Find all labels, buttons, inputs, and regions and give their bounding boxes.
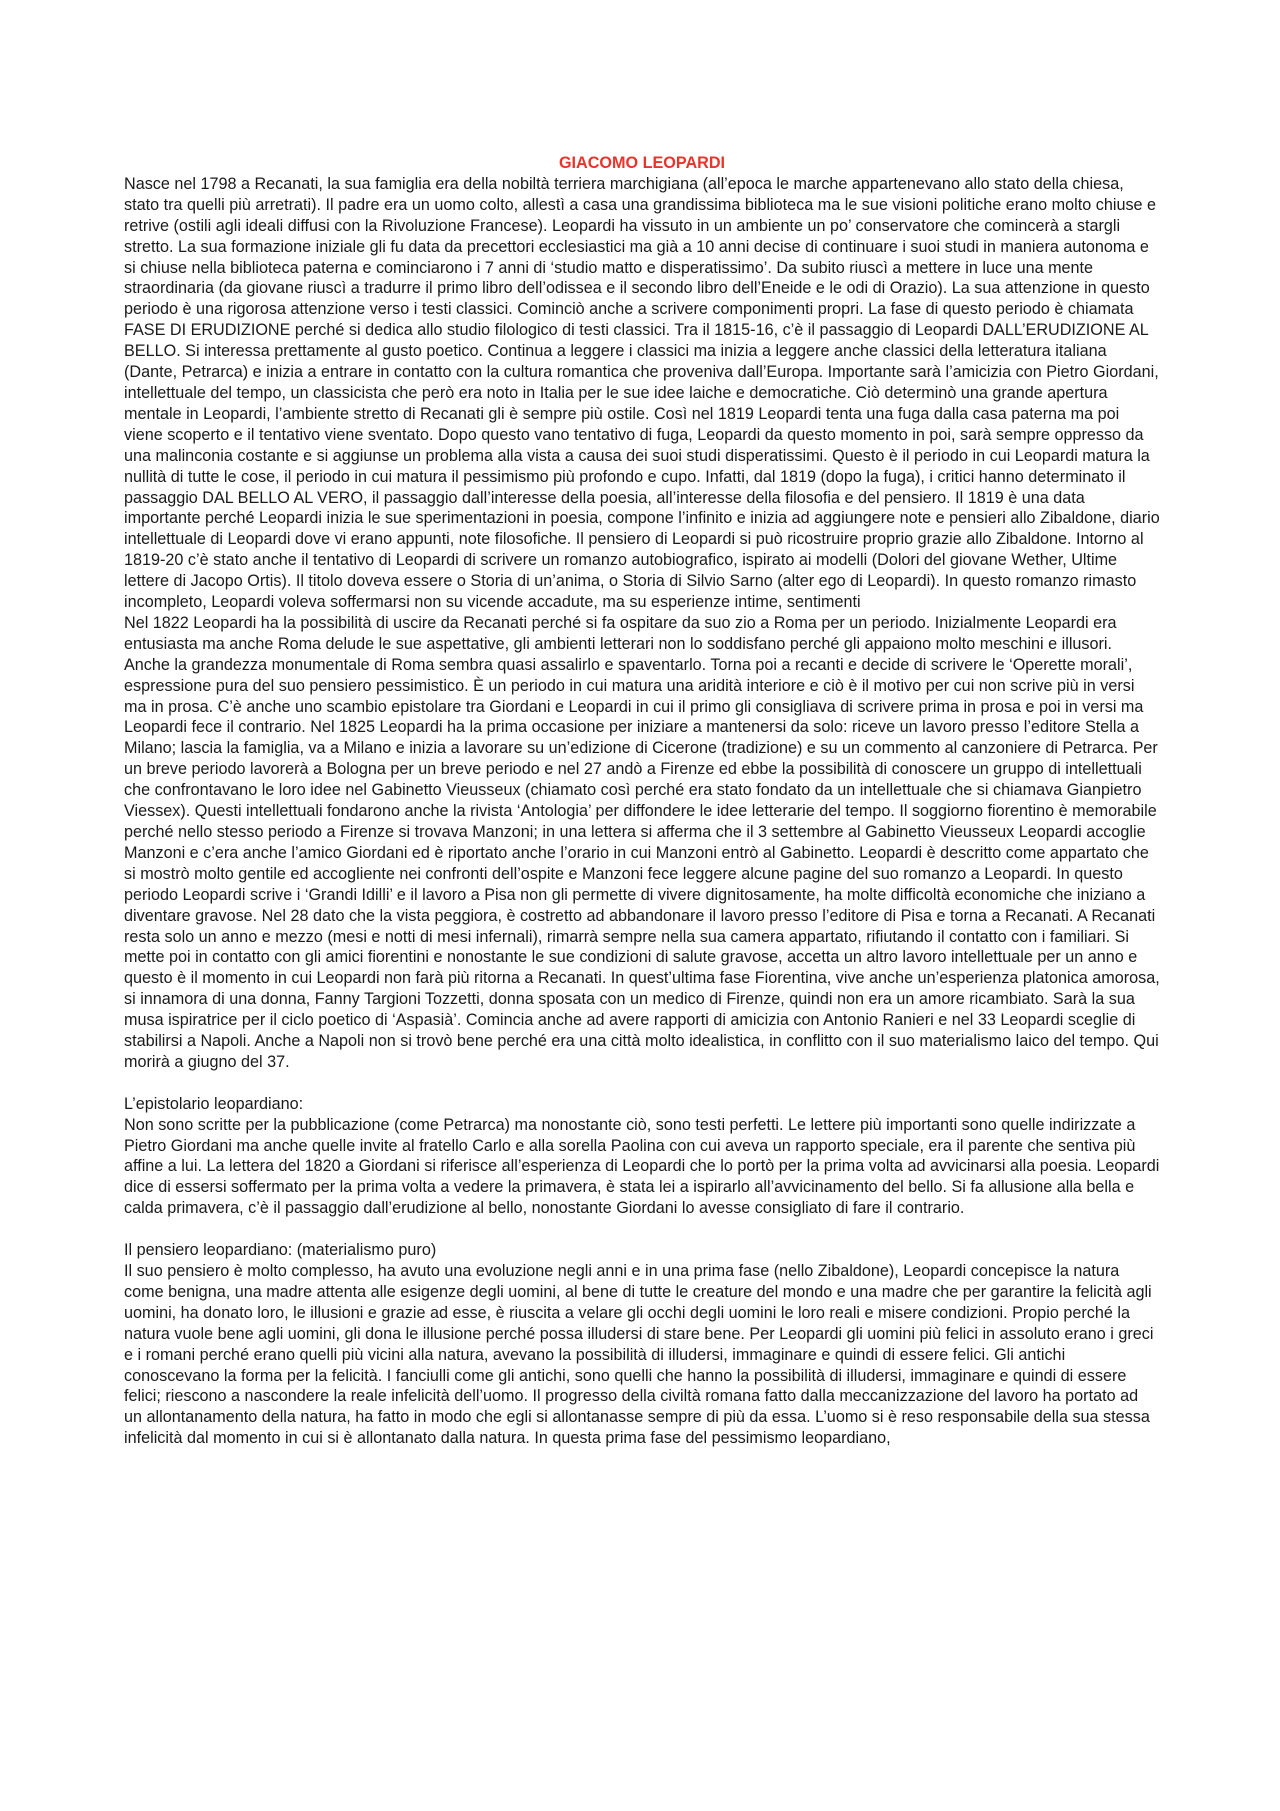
paragraph-biography-2: Nel 1822 Leopardi ha la possibilità di uscire da Recanati perché si fa ospitare da suo zio a Roma per un periodo. Inizialmente Leopardi era entusiasta ma anche Roma delude le sue aspettative, gli ambienti letterari non lo soddisfano perché gli appaiono molto meschini e illusori. Anche la grandezza monumentale di Roma sembra quasi assalirlo e spaventarlo. Torna poi a recanti e decide di scrivere le ‘Operette morali’, espressione pura del suo pensiero pessimistico. È un periodo in cui matura una aridità interiore e ciò è il motivo per cui non scrive più in versi ma in prosa. C’è anche uno scambio epistolare tra Giordani e Leopardi in cui il primo gli consigliava di scrivere prima in prosa e poi in versi ma Leopardi fece il contrario. Nel 1825 Leopardi ha la prima occasione per iniziare a mantenersi da solo: riceve un lavoro presso l’editore Stella a Milano; lascia la famiglia, va a Milano e inizia a lavorare su un’edizione di Cicerone (tradizione) e su un commento al canzoniere di Petrarca. Per un breve periodo lavorerà a Bologna per un breve periodo e nel 27 andò a Firenze ed ebbe la possibilità di conoscere un gruppo di intellettuali che confrontavano le loro idee nel Gabinetto Vieusseux (chiamato così perché era stato fondato da un intellettuale che si chiamava Gianpietro Viessex). Questi intellettuali fondarono anche la rivista ‘Antologia’ per diffondere le idee letterarie del tempo. Il soggiorno fiorentino è memorabile perché nello stesso periodo a Firenze si trovava Manzoni; in una lettera si afferma che il 3 settembre al Gabinetto Vieusseux Leopardi accoglie Manzoni e c’era anche l’amico Giordani ed è riportato anche l’orario in cui Manzoni entrò al Gabinetto. Leopardi è descritto come appartato che si mostrò molto gentile ed accogliente nei confronti dell’ospite e Manzoni fece leggere alcune pagine del suo romanzo a Leopardi. In questo periodo Leopardi scrive i ‘Grandi Idilli’ e il lavoro a Pisa non gli permette di vivere dignitosamente, ha molte difficoltà economiche che iniziano a diventare gravose. Nel 28 dato che la vista peggiora, è costretto ad abbandonare il lavoro presso l’editore di Pisa e torna a Recanati. A Recanati resta solo un anno e mezzo (mesi e notti di mesi infernali), rimarrà sempre nella sua camera appartato, rifiutando il contatto con i familiari. Si mette poi in contatto con gli amici fiorentini e nonostante le sue condizioni di salute gravose, accetta un altro lavoro intellettuale per un anno e questo è il momento in cui Leopardi non farà più ritorna a Recanati. In quest’ultima fase Fiorentina, vive anche un’esperienza platonica amorosa, si innamora di una donna, Fanny Targioni Tozzetti, donna sposata con un medico di Firenze, quindi non era un amore ricambiato. Sarà la sua musa ispiratrice per il ciclo poetico di ‘Aspasià’. Comincia anche ad avere rapporti di amicizia con Antonio Ranieri e nel 33 Leopardi sceglie di stabilirsi a Napoli. Anche a Napoli non si trovò bene perché era una città molto idealistica, in conflitto con il suo materialismo laico del tempo. Qui morirà a giugno del 37. — [124, 613, 1160, 1071]
paragraph-spacer — [124, 1219, 1160, 1240]
page-title: GIACOMO LEOPARDI — [558, 154, 726, 172]
paragraph-biography-1: Nasce nel 1798 a Recanati, la sua famiglia era della nobiltà terriera marchigiana (all’epoca le marche appartenevano allo stato della chiesa, stato tra quelli più arretrati). Il padre era un uomo colto, allestì a casa una grandissima biblioteca ma le sue visioni politiche erano molto chiuse e retrive (ostili agli ideali diffusi con la Rivoluzione Francese). Leopardi ha vissuto in un ambiente un po’ conservatore che comincerà a stargli stretto. La sua formazione iniziale gli fu data da precettori ecclesiastici ma già a 10 anni decise di continuare i suoi studi in maniera autonoma e si chiuse nella biblioteca paterna e cominciarono i 7 anni di ‘studio matto e disperatissimo’. Da subito riuscì a mettere in luce una mente straordinaria (da giovane riuscì a tradurre il primo libro dell’odissea e il secondo libro dell’Eneide e le odi di Orazio). La sua attenzione in questo periodo è una rigorosa attenzione verso i testi classici. Cominciò anche a scrivere componimenti propri. La fase di questo periodo è chiamata FASE DI ERUDIZIONE perché si dedica allo studio filologico di testi classici. Tra il 1815-16, c’è il passaggio di Leopardi DALL’ERUDIZIONE AL BELLO. Si interessa prettamente al gusto poetico. Continua a leggere i classici ma inizia a leggere anche classici della letteratura italiana (Dante, Petrarca) e inizia a entrare in contatto con la cultura romantica che proveniva dall’Europa. Importante sarà l’amicizia con Pietro Giordani, intellettuale del tempo, un classicista che però era noto in Italia per le sue idee laiche e democratiche. Ciò determinò una grande apertura mentale in Leopardi, l’ambiente stretto di Recanati gli è sempre più ostile. Così nel 1819 Leopardi tenta una fuga dalla casa paterna ma poi viene scoperto e il tentativo viene sventato. Dopo questo vano tentativo di fuga, Leopardi da questo momento in poi, sarà sempre oppresso da una malinconia costante e si aggiunse un problema alla vista a causa dei suoi studi disperatissimi. Questo è il periodo in cui Leopardi matura la nullità di tutte le cose, il periodo in cui matura il pessimismo più profondo e cupo. Infatti, dal 1819 (dopo la fuga), i critici hanno determinato il passaggio DAL BELLO AL VERO, il passaggio dall’interesse della poesia, all’interesse della filosofia e del pensiero. Il 1819 è una data importante perché Leopardi inizia le sue sperimentazioni in poesia, compone l’infinito e inizia ad aggiungere note e pensieri allo Zibaldone, diario intellettuale di Leopardi dove vi erano appunti, note filosofiche. Il pensiero di Leopardi si può ricostruire proprio grazie allo Zibaldone. Intorno al 1819-20 c’è stato anche il tentativo di Leopardi di scrivere un romanzo autobiografico, ispirato ai modelli (Dolori del giovane Wether, Ultime lettere di Jacopo Ortis). Il titolo doveva essere o Storia di un’anima, o Storia di Silvio Sarno (alter ego di Leopardi). In questo romanzo rimasto incompleto, Leopardi voleva soffermarsi non su vicende accadute, ma su esperienze intime, sentimenti — [124, 174, 1160, 612]
section-heading-pensiero: Il pensiero leopardiano: (materialismo puro) — [124, 1241, 437, 1260]
paragraph-spacer — [124, 1073, 1160, 1094]
section-heading-epistolario: L’epistolario leopardiano: — [124, 1094, 304, 1113]
document-page — [124, 153, 1160, 1449]
paragraph-epistolario: Non sono scritte per la pubblicazione (come Petrarca) ma nonostante ciò, sono testi perfetti. Le lettere più importanti sono quelle indirizzate a Pietro Giordani ma anche quelle invite al fratello Carlo e alla sorella Paolina con cui aveva un rapporto speciale, era il parente che sentiva più affine a lui. La lettera del 1820 a Giordani si riferisce all’esperienza di Leopardi che lo portò per la prima volta ad avvicinarsi alla poesia. Leopardi dice di essersi soffermato per la prima volta a vedere la primavera, è stata lei a ispirarlo all’avvicinamento del bello. Si fa allusione alla bella e calda primavera, c’è il passaggio dall’erudizione al bello, nonostante Giordani lo avesse consigliato di fare il contrario. — [124, 1115, 1160, 1218]
paragraph-pensiero: Il suo pensiero è molto complesso, ha avuto una evoluzione negli anni e in una prima fase (nello Zibaldone), Leopardi concepisce la natura come benigna, una madre attenta alle esigenze degli uomini, al bene di tutte le creature del mondo e una madre che per garantire la felicità agli uomini, ha donato loro, le illusioni e grazie ad esse, è riuscita a velare gli occhi degli uomini le loro reali e misere condizioni. Propio perché la natura vuole bene agli uomini, gli dona le illusione perché possa illudersi di stare bene. Per Leopardi gli uomini più felici in assoluto erano i greci e i romani perché erano quelli più vicini alla natura, avevano la possibilità di illudersi, immaginare e quindi di essere felici. Gli antichi conoscevano la forma per la felicità. I fanciulli come gli antichi, sono quelli che hanno la possibilità di illudersi, immaginare e quindi di essere felici; riescono a nascondere la reale infelicità dell’uomo. Il progresso della civiltà romana fatto dalla meccanizzazione del lavoro ha portato ad un allontanamento della natura, ha fatto in modo che egli si allontanasse sempre di più da essa. L’uomo si è reso responsabile della sua stessa infelicità dal momento in cui si è allontanato dalla natura. In questa prima fase del pessimismo leopardiano, — [124, 1262, 1154, 1448]
